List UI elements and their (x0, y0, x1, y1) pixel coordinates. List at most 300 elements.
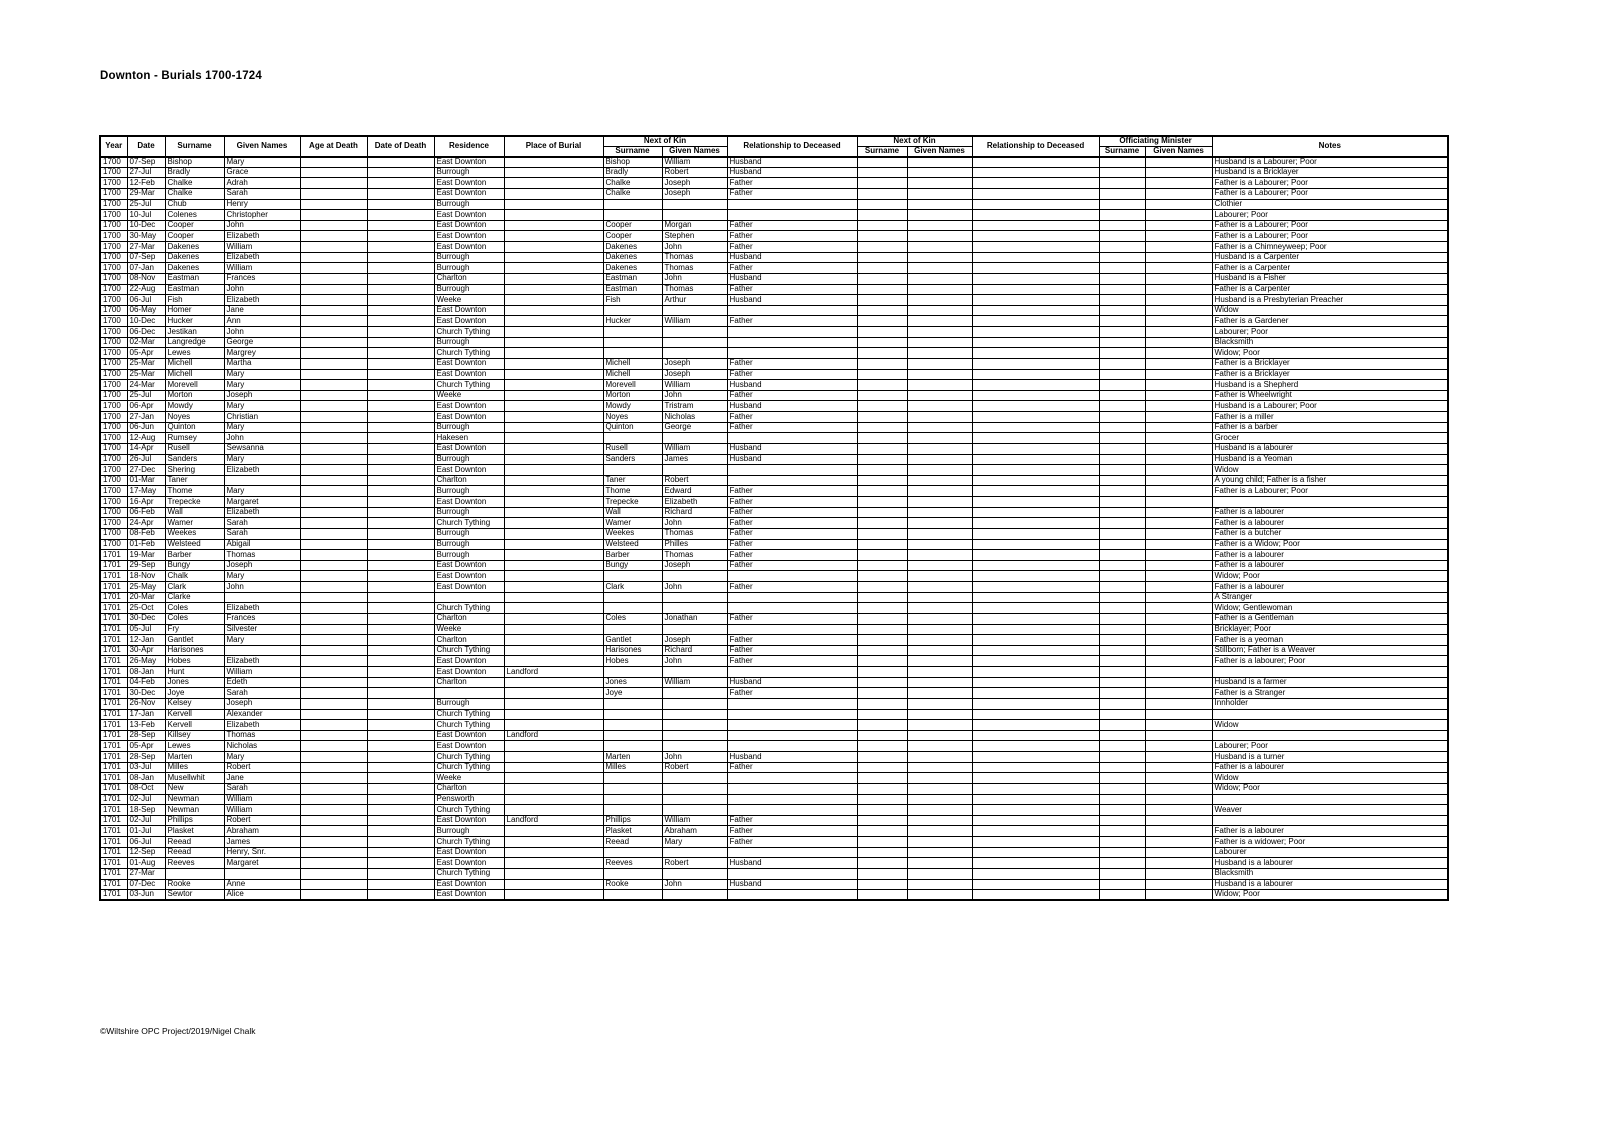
table-row (100, 220, 1448, 231)
table-cell (1145, 242, 1212, 253)
table-row (100, 560, 1448, 571)
table-cell: Father is a Gentleman (1212, 613, 1448, 624)
table-cell: Father is a barber (1212, 422, 1448, 433)
table-cell (300, 539, 367, 550)
table-cell (367, 677, 434, 688)
table-cell (907, 316, 972, 327)
table-cell (300, 773, 367, 784)
table-cell: Sarah (224, 783, 300, 794)
table-cell (300, 220, 367, 231)
table-cell: James (224, 837, 300, 848)
table-cell (857, 199, 907, 210)
table-cell: 1700 (100, 433, 127, 444)
table-row (100, 337, 1448, 348)
table-cell (504, 252, 603, 263)
table-cell: 1700 (100, 390, 127, 401)
table-cell (367, 656, 434, 667)
table-cell: John (662, 879, 727, 890)
table-cell (727, 327, 857, 338)
table-row (100, 752, 1448, 763)
table-cell: Wamer (603, 518, 662, 529)
table-cell: Weeke (434, 295, 504, 306)
column-header-surname: Surname (165, 136, 224, 157)
table-cell (300, 603, 367, 614)
table-cell: Thomas (662, 263, 727, 274)
table-cell: 1700 (100, 539, 127, 550)
table-cell (300, 497, 367, 508)
table-cell: Widow; Poor (1212, 783, 1448, 794)
table-cell: Father is a Gardener (1212, 316, 1448, 327)
table-cell (603, 348, 662, 359)
table-cell: Rusell (165, 443, 224, 454)
table-cell: Church Tything (434, 752, 504, 763)
table-cell (972, 550, 1099, 561)
table-cell: Landford (504, 667, 603, 678)
table-cell (367, 868, 434, 879)
table-cell (300, 295, 367, 306)
table-cell (504, 826, 603, 837)
table-cell: 1701 (100, 624, 127, 635)
table-cell (1099, 465, 1145, 476)
table-cell (367, 316, 434, 327)
table-cell (367, 645, 434, 656)
table-cell: Gantlet (165, 635, 224, 646)
table-cell: Reeves (165, 858, 224, 869)
table-cell: Reead (165, 847, 224, 858)
table-cell: East Downton (434, 231, 504, 242)
table-cell (727, 868, 857, 879)
table-cell: Hucker (603, 316, 662, 327)
table-cell (972, 677, 1099, 688)
table-cell (907, 635, 972, 646)
table-cell (367, 220, 434, 231)
table-cell (1145, 582, 1212, 593)
table-cell: A Stranger (1212, 592, 1448, 603)
table-cell (662, 571, 727, 582)
table-cell (857, 475, 907, 486)
table-cell: 01-Aug (127, 858, 165, 869)
table-cell (727, 805, 857, 816)
table-cell (504, 741, 603, 752)
table-cell (1145, 199, 1212, 210)
table-cell: John (662, 656, 727, 667)
table-cell (300, 188, 367, 199)
table-cell (300, 688, 367, 699)
table-cell (972, 645, 1099, 656)
table-cell: William (662, 815, 727, 826)
table-cell (857, 868, 907, 879)
table-cell: Husband (727, 858, 857, 869)
table-cell (1099, 571, 1145, 582)
table-cell (1099, 210, 1145, 221)
table-cell (972, 412, 1099, 423)
table-cell (1145, 369, 1212, 380)
table-cell (907, 550, 972, 561)
table-cell (857, 624, 907, 635)
table-cell (1099, 422, 1145, 433)
table-cell (603, 624, 662, 635)
table-cell (367, 380, 434, 391)
table-cell (1099, 252, 1145, 263)
table-cell: 01-Mar (127, 475, 165, 486)
table-cell: Reead (603, 837, 662, 848)
table-cell: Clarke (165, 592, 224, 603)
table-cell: Robert (662, 858, 727, 869)
table-cell (662, 305, 727, 316)
table-cell (907, 624, 972, 635)
table-cell (300, 263, 367, 274)
table-row (100, 539, 1448, 550)
table-cell (907, 252, 972, 263)
table-cell: 06-Jul (127, 295, 165, 306)
table-cell (857, 263, 907, 274)
table-cell (367, 327, 434, 338)
table-row (100, 252, 1448, 263)
table-cell: Cooper (165, 231, 224, 242)
table-cell: Dakenes (603, 263, 662, 274)
table-cell (727, 571, 857, 582)
table-cell: East Downton (434, 497, 504, 508)
table-cell: Weaver (1212, 805, 1448, 816)
table-cell (300, 613, 367, 624)
table-cell: Burrough (434, 199, 504, 210)
table-cell (367, 443, 434, 454)
table-cell: 27-Dec (127, 465, 165, 476)
table-cell (300, 199, 367, 210)
table-cell (972, 316, 1099, 327)
table-cell: Husband (727, 273, 857, 284)
table-cell (1099, 433, 1145, 444)
table-cell: Father (727, 826, 857, 837)
table-cell (603, 603, 662, 614)
table-cell (367, 603, 434, 614)
table-cell (367, 295, 434, 306)
table-cell: 30-Dec (127, 613, 165, 624)
table-cell (504, 592, 603, 603)
table-cell (907, 178, 972, 189)
table-cell: Marten (165, 752, 224, 763)
table-cell (367, 879, 434, 890)
table-cell: John (662, 752, 727, 763)
table-cell: East Downton (434, 667, 504, 678)
table-cell: Father (727, 582, 857, 593)
table-cell: Husband is a labourer (1212, 443, 1448, 454)
table-cell (972, 263, 1099, 274)
table-cell (907, 380, 972, 391)
table-cell (727, 199, 857, 210)
table-cell (972, 805, 1099, 816)
table-row (100, 571, 1448, 582)
table-cell (300, 720, 367, 731)
table-cell (367, 730, 434, 741)
table-cell: Charlton (434, 783, 504, 794)
table-cell (857, 422, 907, 433)
header-row-1 (100, 136, 1448, 146)
table-cell (1099, 220, 1145, 231)
table-cell (857, 486, 907, 497)
table-cell: Father (727, 358, 857, 369)
table-cell (367, 486, 434, 497)
table-cell: Jane (224, 305, 300, 316)
table-cell (857, 507, 907, 518)
table-cell (907, 475, 972, 486)
table-row (100, 762, 1448, 773)
table-cell (972, 837, 1099, 848)
column-header-kin1-surname: Surname (603, 146, 662, 156)
table-cell: Bricklayer; Poor (1212, 624, 1448, 635)
table-cell: Christian (224, 412, 300, 423)
table-cell: 1700 (100, 284, 127, 295)
table-cell (972, 847, 1099, 858)
table-cell: East Downton (434, 465, 504, 476)
table-cell (907, 783, 972, 794)
table-cell: Father is a labourer; Poor (1212, 656, 1448, 667)
table-cell: Father (727, 815, 857, 826)
table-cell: Father is a butcher (1212, 528, 1448, 539)
table-cell (1145, 656, 1212, 667)
table-cell (367, 210, 434, 221)
table-cell (367, 698, 434, 709)
table-cell: Newman (165, 805, 224, 816)
table-row (100, 497, 1448, 508)
table-cell: Sewsanna (224, 443, 300, 454)
column-header-date-of-death: Date of Death (367, 136, 434, 157)
table-row (100, 157, 1448, 168)
table-cell (662, 741, 727, 752)
table-cell (504, 401, 603, 412)
column-header-relationship-2: Relationship to Deceased (972, 136, 1099, 157)
table-cell (1099, 582, 1145, 593)
table-cell: Robert (662, 475, 727, 486)
table-cell: Adrah (224, 178, 300, 189)
table-cell: 1700 (100, 263, 127, 274)
table-cell (1145, 592, 1212, 603)
table-cell: Dakenes (165, 263, 224, 274)
table-cell (857, 592, 907, 603)
table-cell: 25-Mar (127, 369, 165, 380)
table-cell (857, 815, 907, 826)
table-cell (504, 656, 603, 667)
table-cell: Ann (224, 316, 300, 327)
table-cell: Father (727, 497, 857, 508)
table-cell: 1700 (100, 337, 127, 348)
table-cell (1099, 401, 1145, 412)
table-cell: Mary (224, 157, 300, 168)
table-row (100, 295, 1448, 306)
table-cell (727, 337, 857, 348)
table-cell: Grace (224, 167, 300, 178)
table-cell: Church Tything (434, 709, 504, 720)
table-cell (907, 454, 972, 465)
table-cell (972, 613, 1099, 624)
table-cell: Thomas (224, 730, 300, 741)
table-cell (300, 805, 367, 816)
table-cell: Burrough (434, 337, 504, 348)
table-cell (972, 815, 1099, 826)
table-cell: William (662, 443, 727, 454)
table-cell (972, 401, 1099, 412)
table-cell: Rooke (603, 879, 662, 890)
table-cell (300, 560, 367, 571)
table-cell: 24-Apr (127, 518, 165, 529)
table-cell (907, 773, 972, 784)
table-cell: 01-Feb (127, 539, 165, 550)
table-row (100, 794, 1448, 805)
table-cell (907, 369, 972, 380)
table-cell: 04-Feb (127, 677, 165, 688)
table-cell: 1701 (100, 603, 127, 614)
table-cell (662, 698, 727, 709)
table-cell: 1700 (100, 422, 127, 433)
table-cell (300, 369, 367, 380)
table-cell (972, 560, 1099, 571)
table-cell: Morevell (603, 380, 662, 391)
table-cell: Musellwhit (165, 773, 224, 784)
table-cell: Hobes (603, 656, 662, 667)
table-cell (857, 518, 907, 529)
table-cell (1099, 773, 1145, 784)
table-cell (727, 475, 857, 486)
table-cell: Church Tything (434, 720, 504, 731)
table-cell (662, 199, 727, 210)
table-cell (907, 390, 972, 401)
table-row (100, 518, 1448, 529)
table-cell (857, 369, 907, 380)
table-cell (504, 433, 603, 444)
table-cell (1145, 868, 1212, 879)
table-cell (1099, 263, 1145, 274)
table-cell (504, 805, 603, 816)
table-cell (972, 167, 1099, 178)
table-cell (300, 709, 367, 720)
table-cell (504, 539, 603, 550)
table-cell (1099, 783, 1145, 794)
table-cell: Elizabeth (224, 507, 300, 518)
table-cell (300, 858, 367, 869)
table-cell: Joseph (662, 358, 727, 369)
table-cell: East Downton (434, 879, 504, 890)
table-cell: East Downton (434, 178, 504, 189)
table-cell: Church Tything (434, 837, 504, 848)
table-cell: East Downton (434, 157, 504, 168)
table-cell (1145, 475, 1212, 486)
table-cell: East Downton (434, 730, 504, 741)
table-cell (1145, 497, 1212, 508)
table-cell (972, 582, 1099, 593)
table-cell: Husband is a Carpenter (1212, 252, 1448, 263)
table-cell: 1701 (100, 805, 127, 816)
table-cell: Widow; Poor (1212, 348, 1448, 359)
table-cell: 1700 (100, 401, 127, 412)
table-cell: Father is a Labourer; Poor (1212, 220, 1448, 231)
table-cell (727, 794, 857, 805)
table-row (100, 645, 1448, 656)
table-cell: 1701 (100, 667, 127, 678)
table-cell: Weeke (434, 390, 504, 401)
table-cell (504, 773, 603, 784)
table-cell (857, 794, 907, 805)
table-cell: Newman (165, 794, 224, 805)
table-cell (1099, 613, 1145, 624)
table-cell: Husband (727, 677, 857, 688)
table-cell: 1701 (100, 741, 127, 752)
table-cell: 10-Jul (127, 210, 165, 221)
table-row (100, 412, 1448, 423)
table-cell: Frances (224, 613, 300, 624)
table-cell: Abigail (224, 539, 300, 550)
table-cell (367, 560, 434, 571)
table-cell: East Downton (434, 571, 504, 582)
table-cell (1099, 677, 1145, 688)
table-cell: Thomas (662, 528, 727, 539)
table-cell (367, 507, 434, 518)
table-cell (300, 762, 367, 773)
table-cell: Coles (165, 613, 224, 624)
table-cell (367, 805, 434, 816)
table-cell (165, 868, 224, 879)
table-cell: Robert (662, 762, 727, 773)
table-cell: 1701 (100, 709, 127, 720)
table-cell (857, 741, 907, 752)
table-cell: Plasket (603, 826, 662, 837)
table-row (100, 805, 1448, 816)
table-cell (504, 295, 603, 306)
table-cell (367, 762, 434, 773)
table-cell: 1700 (100, 497, 127, 508)
table-cell: Church Tything (434, 518, 504, 529)
table-row (100, 390, 1448, 401)
table-cell (857, 178, 907, 189)
column-group-next-of-kin-1: Next of Kin (603, 136, 727, 146)
table-cell (972, 762, 1099, 773)
table-cell (1099, 475, 1145, 486)
table-cell (857, 720, 907, 731)
table-cell (300, 380, 367, 391)
table-cell: John (224, 582, 300, 593)
table-cell: New (165, 783, 224, 794)
table-cell (907, 199, 972, 210)
table-cell (367, 348, 434, 359)
table-cell (504, 688, 603, 699)
table-cell: Wamer (165, 518, 224, 529)
table-cell (504, 231, 603, 242)
table-cell: Abraham (224, 826, 300, 837)
table-row (100, 582, 1448, 593)
table-cell: Church Tything (434, 380, 504, 391)
table-cell (300, 879, 367, 890)
table-cell (1145, 688, 1212, 699)
table-cell (367, 688, 434, 699)
table-cell: Husband (727, 295, 857, 306)
table-cell (857, 412, 907, 423)
table-cell: Husband is a farmer (1212, 677, 1448, 688)
table-cell: 29-Sep (127, 560, 165, 571)
table-cell: Mary (224, 752, 300, 763)
table-cell: 1700 (100, 210, 127, 221)
table-cell (224, 592, 300, 603)
table-cell: Shering (165, 465, 224, 476)
table-cell: Michell (603, 369, 662, 380)
table-cell (300, 348, 367, 359)
table-cell: Church Tything (434, 868, 504, 879)
table-cell: 1701 (100, 698, 127, 709)
table-cell: 03-Jul (127, 762, 165, 773)
table-cell (727, 741, 857, 752)
table-cell: Quinton (603, 422, 662, 433)
table-cell: Jane (224, 773, 300, 784)
table-cell: Mowdy (603, 401, 662, 412)
table-cell (1145, 422, 1212, 433)
